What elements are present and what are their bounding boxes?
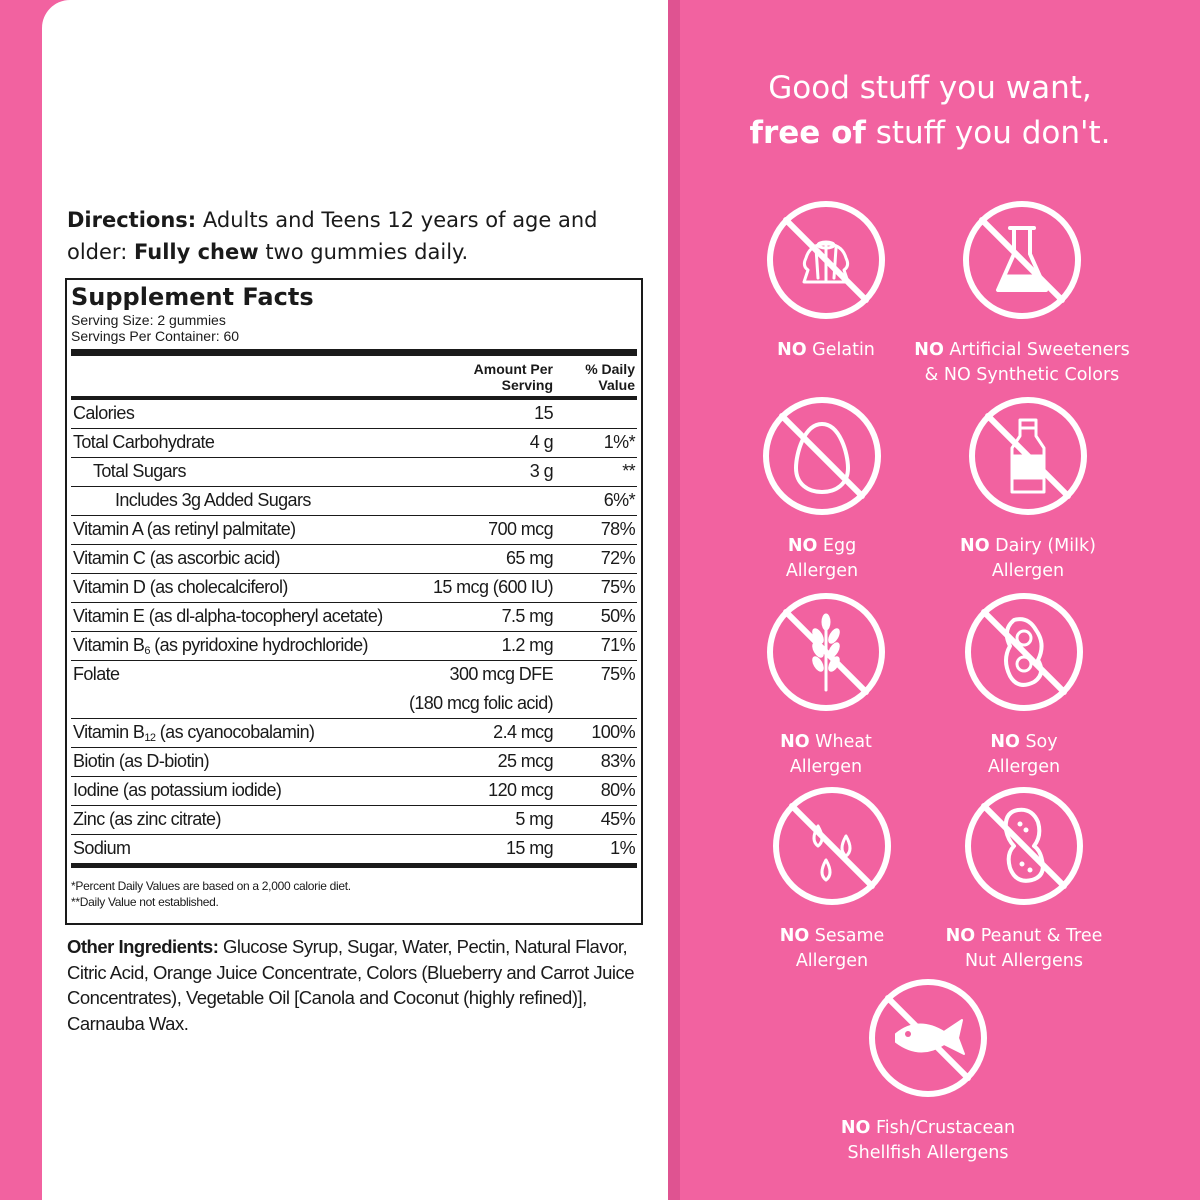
nutrient-rows (71, 400, 637, 863)
sesame-drops-icon (770, 784, 894, 908)
flask-icon (960, 198, 1084, 322)
facts-header-row (71, 356, 637, 396)
badge-no-artificial: NO Artificial Sweeteners & NO Synthetic Colors (892, 198, 1152, 388)
nutrient-row: Vitamin E (as dl-alpha-tocopheryl acetate) 7.5 mg 50% (71, 603, 637, 632)
ingredients-list: Glucose Syrup, Sugar, Water, Pectin, Natural Flavor, Citric Acid, Orange Juice Concentrate, Colors (Blueberry and Carrot Juice Concentrates), Vegetable Oil [Canola and Coconut (highly refined)], Carnauba Wax. (67, 936, 635, 1034)
nutrient-row: Total Carbohydrate 4 g 1%* (71, 429, 637, 458)
badge-no-sesame: NO Sesame Allergen (702, 784, 962, 974)
facts-title: Supplement Facts (71, 283, 314, 311)
directions-label: Directions: (67, 208, 197, 232)
badge-no-soy: NO Soy Allergen (894, 590, 1154, 780)
serving-size: Serving Size: 2 gummies (71, 312, 226, 328)
servings-per-container: Servings Per Container: 60 (71, 328, 240, 344)
amount-header: Amount Per Serving (473, 361, 553, 393)
headline-line2: free of stuff you don't. (749, 115, 1111, 151)
badge-no-peanut: NO Peanut & Tree Nut Allergens (894, 784, 1154, 974)
footnote-daily-values: *Percent Daily Values are based on a 2,000 calorie diet. (71, 879, 351, 893)
gelatin-mold-icon (764, 198, 888, 322)
thick-rule (71, 349, 637, 356)
panel-shadow (668, 0, 680, 1200)
nutrient-row: Includes 3g Added Sugars 6%* (71, 487, 637, 516)
badge-no-wheat: NO Wheat Allergen (696, 590, 956, 780)
nutrient-row: Vitamin D (as cholecalciferol) 15 mcg (600 IU) 75% (71, 574, 637, 603)
directions-part1: Adults and Teens 12 years of age and older: (67, 208, 598, 264)
badge-no-fish: NO Fish/Crustacean Shellfish Allergens (798, 976, 1058, 1166)
nutrient-row: Biotin (as D-biotin) 25 mcg 83% (71, 748, 637, 777)
ingredients-label: Other Ingredients: (67, 936, 219, 957)
peanut-icon (962, 784, 1086, 908)
badge-no-gelatin: NO Gelatin (696, 198, 956, 363)
nutrient-row: Total Sugars 3 g ** (71, 458, 637, 487)
nutrient-row: Vitamin $B_6$ (as pyridoxine hydrochloride) 1.2 mg 71% (71, 632, 637, 661)
facts-footnotes (71, 868, 637, 910)
nutrient-row: Calories 15 (71, 400, 637, 429)
daily-value-header: % Daily Value (585, 361, 635, 393)
wheat-icon (764, 590, 888, 714)
directions-text (67, 204, 607, 268)
nutrient-row: Vitamin C (as ascorbic acid) 65 mg 72% (71, 545, 637, 574)
nutrient-row: Folate 300 mcg DFE (180 mcg folic acid) 75% (71, 661, 637, 719)
left-pink-edge (0, 0, 42, 1200)
footnote-not-established: **Daily Value not established. (71, 895, 219, 909)
nutrient-row: Vitamin $B_{12}$ (as cyanocobalamin) 2.4 mcg 100% (71, 719, 637, 748)
egg-icon (760, 394, 884, 518)
nutrient-row: Iodine (as potassium iodide) 120 mcg 80% (71, 777, 637, 806)
nutrient-row: Zinc (as zinc citrate) 5 mg 45% (71, 806, 637, 835)
soybean-icon (962, 590, 1086, 714)
badge-no-egg: NO Egg Allergen (692, 394, 952, 584)
supplement-facts-panel (65, 278, 643, 925)
badge-no-dairy: NO Dairy (Milk) Allergen (898, 394, 1158, 584)
nutrient-row: Sodium 15 mg 1% (73, 838, 635, 858)
nutrient-row: Vitamin A (as retinyl palmitate) 700 mcg 78% (71, 516, 637, 545)
headline-line1: Good stuff you want, (768, 70, 1092, 106)
headline (690, 66, 1170, 156)
milk-bottle-icon (966, 394, 1090, 518)
directions-bold: Fully chew (133, 240, 259, 264)
other-ingredients (67, 934, 637, 1036)
fish-icon (866, 976, 990, 1100)
directions-part2: two gummies daily. (258, 240, 469, 264)
